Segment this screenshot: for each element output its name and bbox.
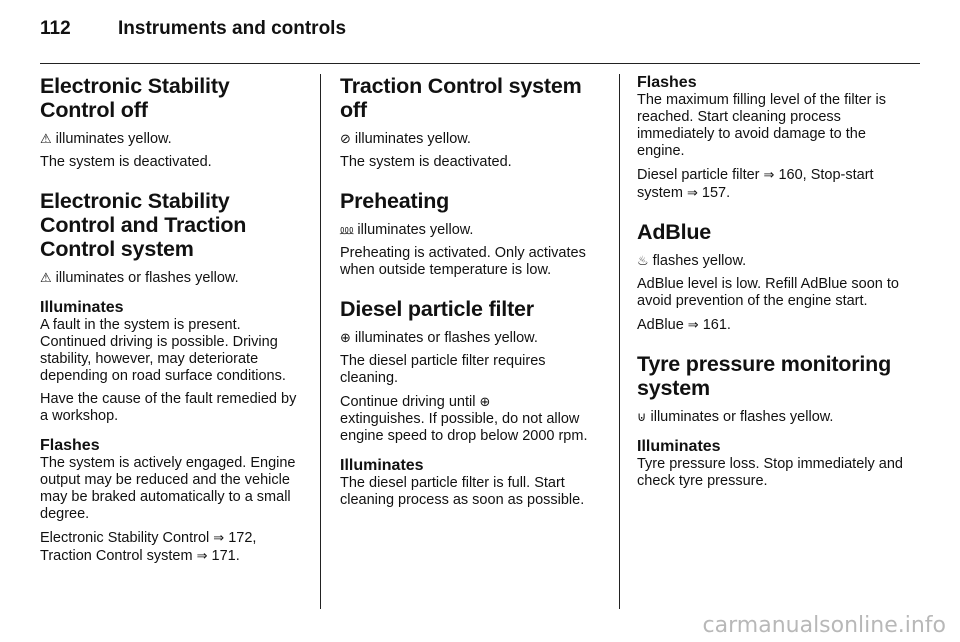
tpms-illuminates-text: Tyre pressure loss. Stop immediately and check tyre pressure. — [637, 456, 903, 489]
column-divider-2 — [619, 74, 620, 609]
column-1 — [40, 74, 308, 571]
dpf-flashes-heading: Flashes — [637, 74, 697, 91]
esc-flashes-heading: Flashes — [40, 437, 100, 454]
column-divider-1 — [320, 74, 321, 609]
tyre-pressure-icon: ⊍ — [637, 409, 647, 424]
esc-tc-status: ⚠ illuminates or flashes yellow. — [40, 270, 239, 286]
preheating-desc: Preheating is activated. Only activates when outside temperature is low. — [340, 245, 586, 278]
tpms-illuminates-heading: Illuminates — [637, 438, 721, 455]
page-ref-arrow-icon[interactable]: ⇒ — [686, 185, 698, 200]
traction-off-icon: ⊘ — [340, 131, 351, 146]
dpf-illuminates-text: The diesel particle filter is full. Start cleaning process as soon as possible. — [340, 475, 585, 508]
esc-icon: ⚠ — [40, 270, 52, 285]
adblue-icon: ♨ — [637, 253, 649, 268]
esc-illuminates-remedy: Have the cause of the fault remedied by a workshop. — [40, 391, 297, 424]
page-ref-arrow-icon[interactable]: ⇒ — [196, 548, 208, 563]
esc-off-status: ⚠ illuminates yellow. — [40, 131, 172, 147]
adblue-ref: AdBlue ⇒ 161. — [637, 317, 731, 333]
dpf-illuminates-heading: Illuminates — [340, 457, 424, 474]
dpf-flashes-text: The maximum filling level of the filter is reached. Start cleaning process immediately to avoid damage to the engine. — [637, 92, 886, 159]
running-title: Instruments and controls — [118, 18, 347, 39]
tpms-status: ⊍ illuminates or flashes yellow. — [637, 409, 834, 425]
column-2 — [340, 74, 606, 515]
particle-filter-icon: ⊕ — [340, 330, 351, 345]
tc-off-status: ⊘ illuminates yellow. — [340, 131, 471, 147]
adblue-desc: AdBlue level is low. Refill AdBlue soon to avoid prevention of the engine start. — [637, 276, 899, 309]
page-ref-arrow-icon[interactable]: ⇒ — [213, 530, 225, 545]
column-3 — [637, 74, 907, 496]
esc-illuminates-heading: Illuminates — [40, 299, 124, 316]
glow-plug-icon: ⅏ — [340, 222, 354, 237]
esc-tc-heading: Electronic Stability Control and Traction Control system — [40, 189, 247, 261]
dpf-desc: The diesel particle filter requires cleaning. — [340, 353, 546, 386]
watermark: carmanualsonline.info — [702, 613, 946, 638]
page-ref-arrow-icon[interactable]: ⇒ — [687, 317, 699, 332]
dpf-heading: Diesel particle filter — [340, 297, 534, 321]
tpms-heading: Tyre pressure monitoring system — [637, 352, 892, 400]
page-number: 112 — [40, 18, 71, 39]
page-header — [40, 18, 920, 48]
esc-illuminates-text: A fault in the system is present. Continued driving is possible. Driving stability, however, may deteriorate depending on road surface conditions. — [40, 317, 286, 384]
esc-flashes-refs: Electronic Stability Control ⇒ 172, Traction Control system ⇒ 171. — [40, 530, 257, 564]
dpf-instructions: Continue driving until ⊕ extinguishes. If possible, do not allow engine speed to drop below 2000 rpm. — [340, 394, 588, 444]
esc-flashes-text: The system is actively engaged. Engine output may be reduced and the vehicle may be braked automatically to a small degree. — [40, 455, 296, 522]
tc-off-heading: Traction Control system off — [340, 74, 582, 122]
adblue-heading: AdBlue — [637, 220, 712, 244]
esc-off-icon: ⚠ — [40, 131, 52, 146]
page-ref-arrow-icon[interactable]: ⇒ — [763, 167, 775, 182]
tc-off-desc: The system is deactivated. — [340, 154, 512, 170]
preheating-status: ⅏ illuminates yellow. — [340, 222, 474, 238]
adblue-status: ♨ flashes yellow. — [637, 253, 747, 269]
preheating-heading: Preheating — [340, 189, 450, 213]
esc-off-heading: Electronic Stability Control off — [40, 74, 230, 122]
dpf-flashes-refs: Diesel particle filter ⇒ 160, Stop-start system ⇒ 157. — [637, 167, 874, 201]
esc-off-desc: The system is deactivated. — [40, 154, 212, 170]
dpf-status: ⊕ illuminates or flashes yellow. — [340, 330, 538, 346]
header-rule — [40, 63, 920, 64]
particle-filter-icon: ⊕ — [479, 394, 491, 409]
